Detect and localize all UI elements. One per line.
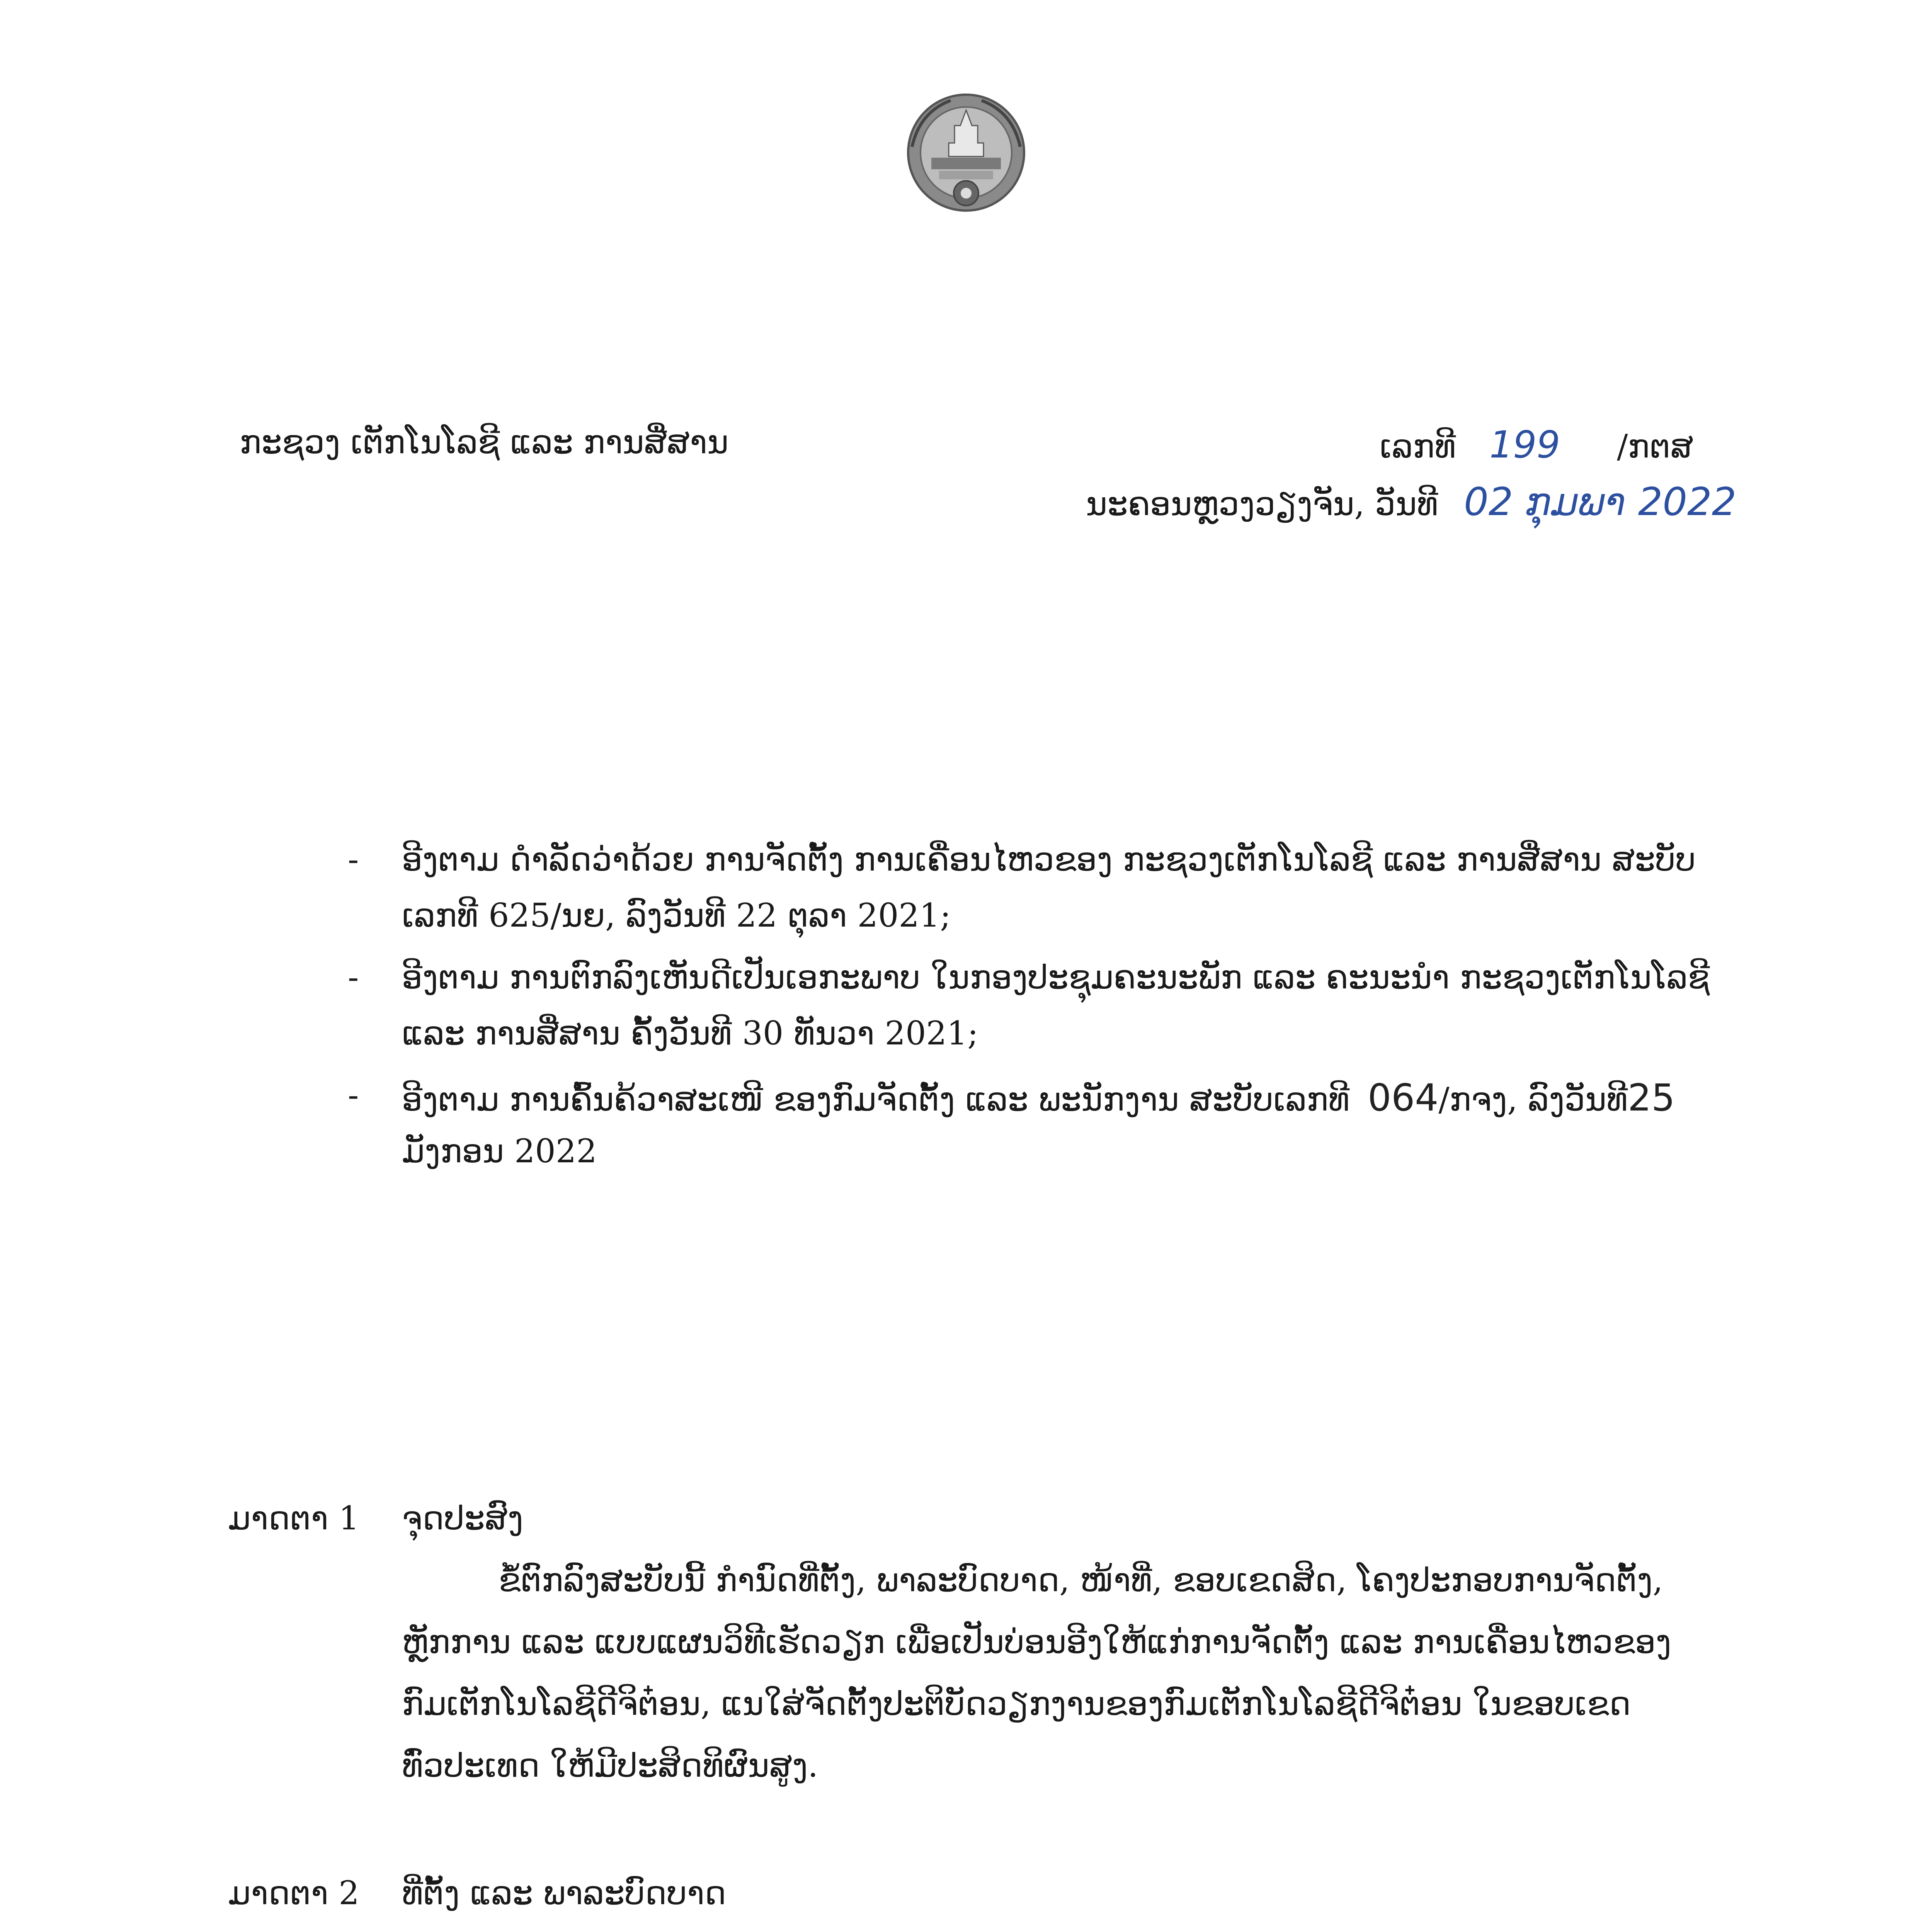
- reference-dash: -: [348, 840, 359, 878]
- reference-line: ອີງຕາມ ການຕົກລົງເຫັນດີເປັນເອກະພາບ ໃນກອງປະຊຸມຄະນະພັກ ແລະ ຄະນະນຳ ກະຊວງເຕັກໂນໂລຊີ: [402, 958, 1710, 996]
- lao-national-emblem-icon: [904, 89, 1028, 216]
- reference-line: ມັງກອນ 2022: [402, 1132, 597, 1170]
- document-number: [1380, 423, 1693, 466]
- article-line: ກົມເຕັກໂນໂລຊີດີຈິຕ໋ອນ, ແນໃສ່ຈັດຕັ້ງປະຕິບັດວຽກງານຂອງກົມເຕັກໂນໂລຊີດີຈິຕ໋ອນ ໃນຂອບເຂດ: [402, 1685, 1631, 1723]
- article-title: ທີ່ຕັ້ງ ແລະ ພາລະບົດບາດ: [402, 1874, 727, 1912]
- article-label: ມາດຕາ 2: [228, 1874, 359, 1912]
- reference-text: ອີງຕາມ ການຄົ້ນຄ້ວາສະເໜີ ຂອງກົມຈັດຕັ້ງ ແລະ ພະນັກງານ ສະບັບເລກທີ: [402, 1080, 1350, 1118]
- national-emblem: [904, 89, 1028, 216]
- ministry-name: ກະຊວງ ເຕັກໂນໂລຊີ ແລະ ການສື່ສານ: [240, 423, 729, 461]
- reference-text-tail: /ກຈງ, ລົງວັນທີ: [1438, 1080, 1628, 1118]
- document-date: [1086, 479, 1736, 524]
- number-label: ເລກທີ: [1380, 427, 1456, 465]
- date-label: ນະຄອນຫຼວງວຽງຈັນ, ວັນທີ: [1086, 485, 1438, 523]
- reference-line: ເລກທີ 625/ນຍ, ລົງວັນທີ 22 ຕຸລາ 2021;: [402, 896, 951, 934]
- handwritten-day: 25: [1628, 1076, 1675, 1119]
- date-value: 02 ກຸມພາ 2022: [1464, 479, 1737, 524]
- reference-line: ອີງຕາມ ດຳລັດວ່າດ້ວຍ ການຈັດຕັ້ງ ການເຄື່ອນໄຫວຂອງ ກະຊວງເຕັກໂນໂລຊີ ແລະ ການສື່ສານ ສະບັບ: [402, 840, 1696, 878]
- reference-dash: -: [348, 958, 359, 996]
- article-line: ທົ່ວປະເທດ ໃຫ້ມີປະສິດທິຜົນສູງ.: [402, 1747, 818, 1784]
- reference-line: ແລະ ການສື່ສານ ຄັ້ງວັນທີ 30 ທັນວາ 2021;: [402, 1014, 978, 1052]
- article-title: ຈຸດປະສົງ: [402, 1499, 524, 1537]
- reference-line: [402, 1076, 1675, 1119]
- reference-dash: -: [348, 1076, 359, 1114]
- handwritten-ref-number: 064: [1368, 1076, 1439, 1119]
- number-suffix: /ກຕສ: [1617, 427, 1693, 465]
- article-line: ຂໍ້ຕົກລົງສະບັບນີ້ ກຳນົດທີ່ຕັ້ງ, ພາລະບົດບາດ, ໜ້າທີ່, ຂອບເຂດສິດ, ໂຄງປະກອບການຈັດຕັ້ງ,: [499, 1561, 1663, 1599]
- article-label: ມາດຕາ 1: [228, 1499, 359, 1537]
- article-line: ຫຼັກການ ແລະ ແບບແຜນວິທີເຮັດວຽກ ເພື່ອເປັນບ່ອນອີງໃຫ້ແກ່ການຈັດຕັ້ງ ແລະ ການເຄື່ອນໄຫວຂອງ: [402, 1623, 1671, 1661]
- number-value: 199: [1489, 423, 1560, 466]
